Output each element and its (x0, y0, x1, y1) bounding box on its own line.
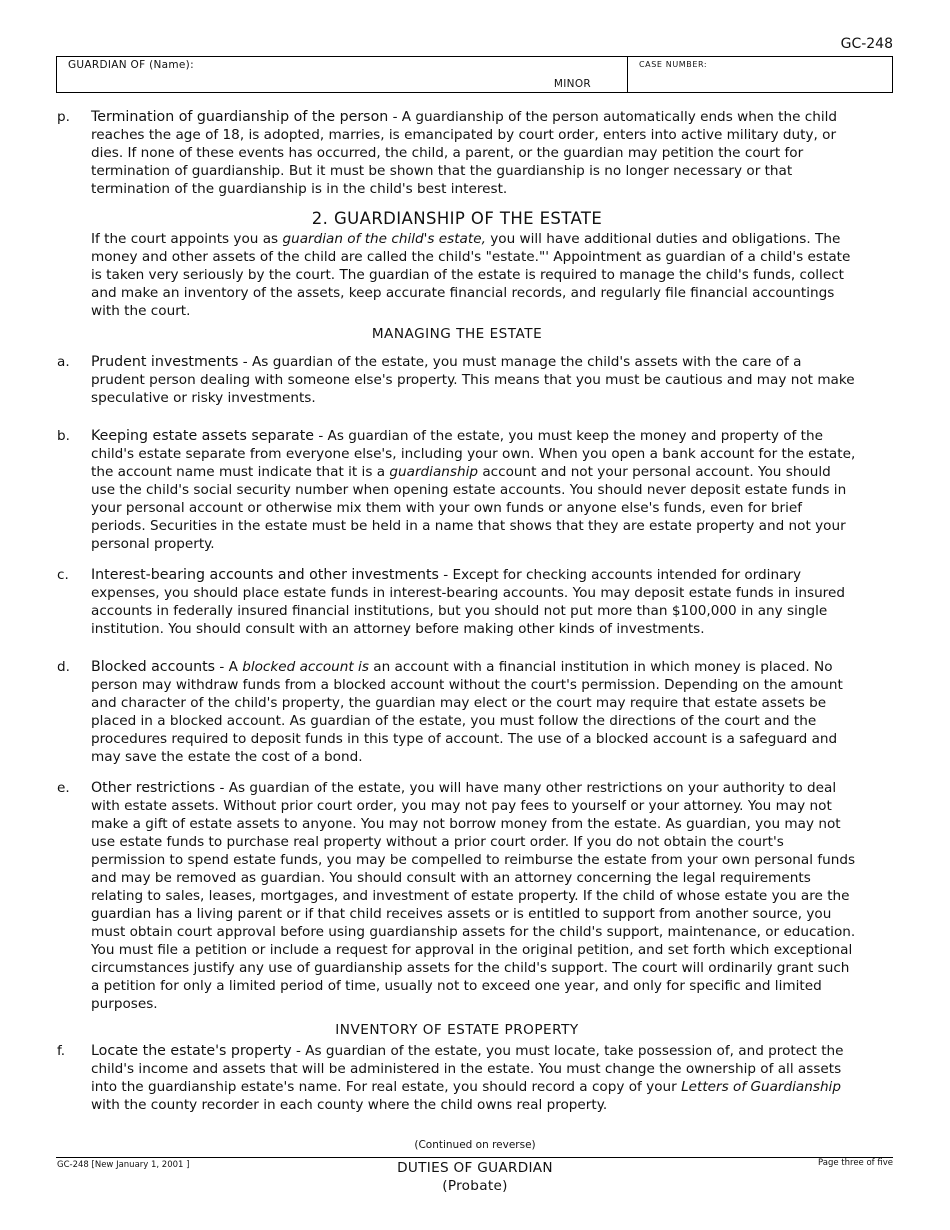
item-emphasis: guardianship (389, 464, 478, 480)
form-title: DUTIES OF GUARDIAN (397, 1160, 553, 1176)
form-code: GC-248 (840, 36, 893, 52)
intro-text-continued: you will have additional duties and obligations. The money and other assets of the child are called the child's "estate."' Appointment as guardian of a child's estate is taken very seriously by the court. The guardian of the estate is required to manage the child's funds, collect and make an inventory of the assets, keep accurate financial records, and regularly file financial accountings with the court. (91, 231, 851, 319)
item-letter: p. (57, 109, 70, 125)
item-text-continued: account and not your personal account. You should use the child's social security number when opening estate accounts. You should never deposit estate funds in your personal account or otherwise mix them with your own funds or anyone else's funds, even for brief periods. Securities in the estate must be held in a name that shows that they are estate property and not your personal property. (91, 464, 847, 552)
minor-label: MINOR (553, 78, 591, 90)
item-d-blocked-accounts (57, 658, 857, 766)
item-letter: c. (57, 567, 69, 583)
item-text: - As guardian of the estate, you must keep the money and property of the child's estate separate from everyone else's, including your own. When you open a bank account for the estate, the account name must indicate that it is a (91, 428, 856, 480)
intro-text: If the court appoints you as (91, 231, 283, 247)
item-title: Locate the estate's property (91, 1043, 292, 1059)
form-revision: GC-248 [New January 1, 2001 ] (57, 1160, 190, 1170)
continued-note: (Continued on reverse) (414, 1139, 536, 1151)
item-text: - As guardian of the estate, you will have many other restrictions on your authority to deal with estate assets. Without prior court order, you may not pay fees to yourself or your attorney. You may not make a gift of estate assets to anyone. You may not borrow money from the estate. As guardian, you may not use estate funds to purchase real property without a prior court order. If you do not obtain the court's permission to spend estate funds, you may be compelled to reimburse the estate from your own personal funds and may be removed as guardian. You should consult with an attorney concerning the legal requirements relating to sales, leases, mortgages, and investment of estate property. If the child of whose estate you are the guardian has a living parent or if that child receives assets or is entitled to support from another source, you must obtain court approval before using guardianship assets for the child's support, maintenance, or education. You must file a petition or include a request for approval in the original petition, and set forth which exceptional circumstances justify any use of guardianship assets for the child's support. The court will ordinarily grant such a petition for only a limited period of time, usually not to exceed one year, and only for specific and limited purposes. (91, 780, 856, 1012)
item-e-other-restrictions (57, 779, 857, 1013)
item-emphasis: blocked account is (242, 659, 369, 675)
page-body (57, 108, 857, 1114)
item-title: Prudent investments (91, 354, 239, 370)
item-a-prudent-investments (57, 353, 857, 407)
item-text: - Except for checking accounts intended for ordinary expenses, you should place estate funds in interest-bearing accounts. You may deposit estate funds in insured accounts in federally insured financial institutions, but you should not put more than $100,000 in any single institution. You should consult with an attorney before making other kinds of investments. (91, 567, 845, 637)
item-text-continued: with the county recorder in each county where the child owns real property. (91, 1097, 608, 1113)
item-letter: d. (57, 659, 70, 675)
item-p-termination (57, 108, 857, 198)
item-title: Keeping estate assets separate (91, 428, 314, 444)
item-text: - As guardian of the estate, you must manage the child's assets with the care of a prudent person dealing with someone else's property. This means that you must be cautious and may not make speculative or risky investments. (91, 354, 855, 406)
item-text-continued: an account with a financial institution in which money is placed. No person may withdraw funds from a blocked account without the court's permission. Depending on the amount and character of the child's property, the guardian may elect or the court may require that estate assets be placed in a blocked account. As guardian of the estate, you must follow the directions of the court and the procedures required to deposit funds in this type of account. The use of a blocked account is a safeguard and may save the estate the cost of a bond. (91, 659, 843, 765)
footer-divider (56, 1157, 893, 1158)
subheading-managing: MANAGING THE ESTATE (371, 326, 543, 342)
item-letter: e. (57, 780, 70, 796)
item-letter: a. (57, 354, 70, 370)
item-title: Other restrictions (91, 780, 216, 796)
item-text: - As guardian of the estate, you must locate, take possession of, and protect the child's income and assets that will be administered in the estate. You must change the ownership of all assets into the guardianship estate's name. For real estate, you should record a copy of your (91, 1043, 844, 1095)
section-intro (57, 230, 857, 320)
item-letter: b. (57, 428, 70, 444)
item-title: Interest-bearing accounts and other investments (91, 567, 439, 583)
item-title: Termination of guardianship of the person (91, 109, 389, 125)
section-heading: 2. GUARDIANSHIP OF THE ESTATE (311, 209, 603, 228)
guardian-of-label: GUARDIAN OF (Name): (68, 59, 194, 71)
item-c-interest-bearing (57, 566, 857, 638)
case-number-label: CASE NUMBER: (639, 60, 708, 69)
item-f-locate-property (57, 1042, 857, 1114)
item-emphasis: Letters of Guardianship (681, 1079, 841, 1095)
form-subtitle: (Probate) (442, 1178, 508, 1194)
caption-box (56, 56, 893, 93)
intro-emphasis: guardian of the child's estate, (282, 231, 486, 247)
guardian-name-field (57, 57, 628, 92)
item-text: - A guardianship of the person automatically ends when the child reaches the age of 18, is adopted, marries, is emancipated by court order, enters into active military duty, or dies. If none of these events has occurred, the child, a parent, or the guardian may petition the court for termination of guardianship. But it must be shown that the guardianship is no longer necessary or that termination of the guardianship is in the child's best interest. (91, 109, 838, 197)
item-b-separate-assets (57, 427, 857, 553)
item-letter: f. (57, 1043, 66, 1059)
item-text: - A (215, 659, 243, 675)
footer-title (0, 1159, 950, 1195)
item-title: Blocked accounts (91, 659, 216, 675)
subheading-inventory: INVENTORY OF ESTATE PROPERTY (335, 1022, 579, 1038)
page-number: Page three of five (818, 1158, 893, 1168)
